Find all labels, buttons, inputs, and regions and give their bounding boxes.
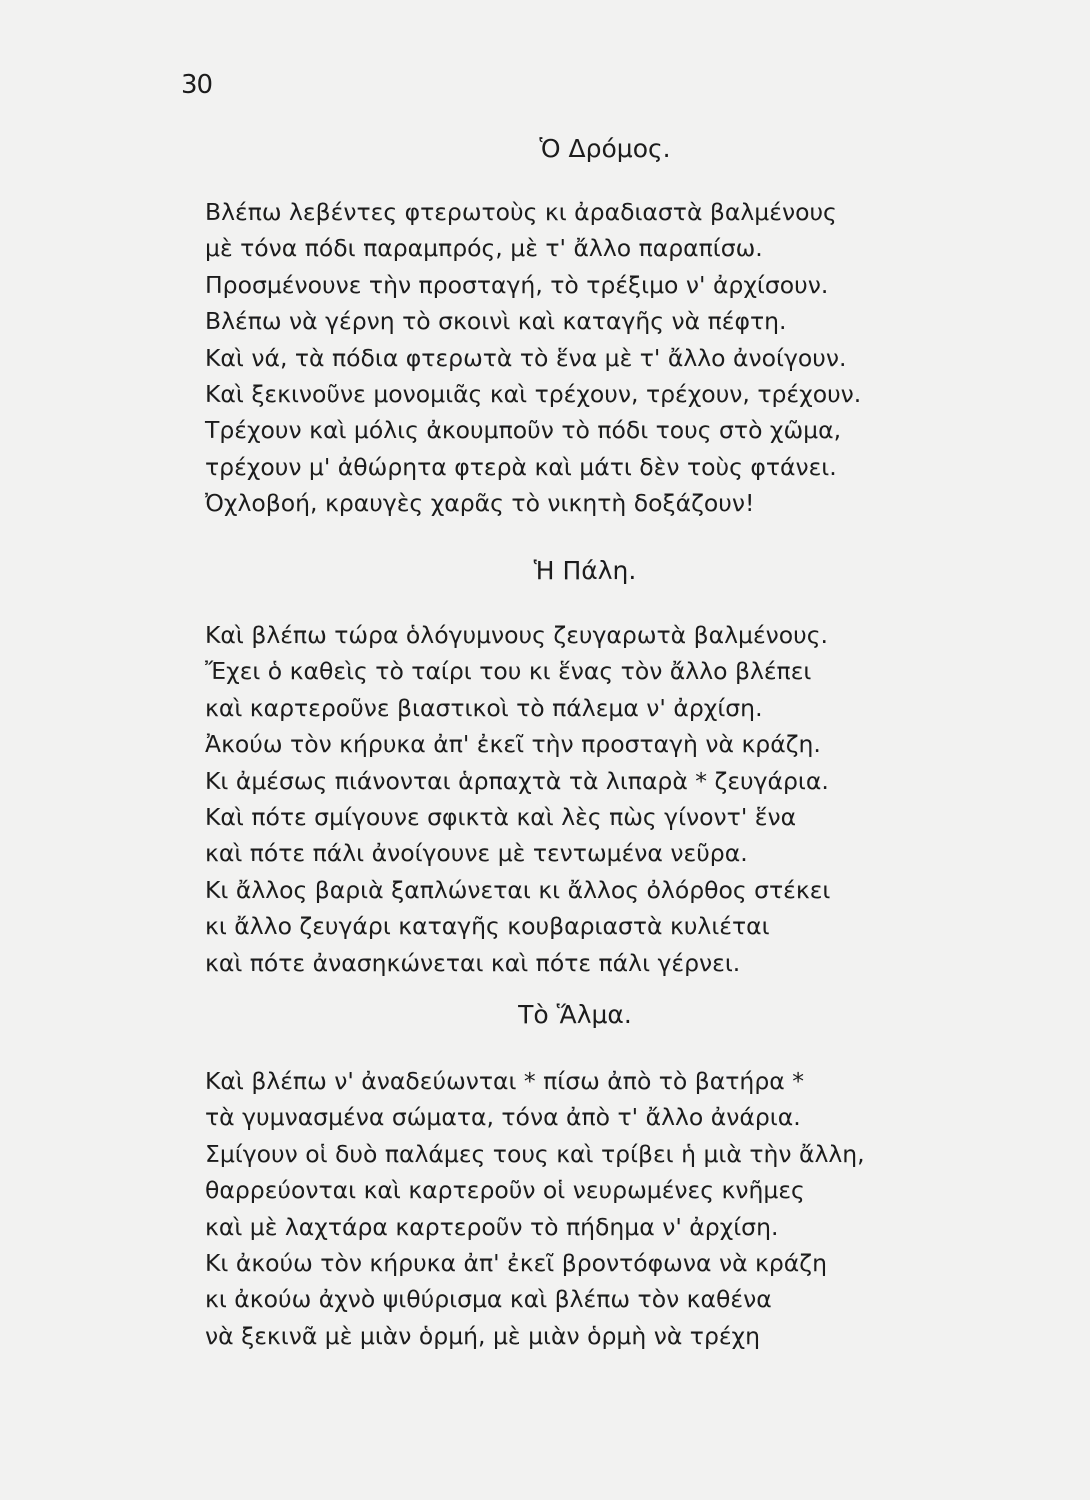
- verse-line: Τρέχουν καὶ μόλις ἀκουμποῦν τὸ πόδι τους στὸ χῶμα,: [205, 416, 842, 445]
- verse-line: Καὶ νά, τὰ πόδια φτερωτὰ τὸ ἕνα μὲ τ' ἄλλο ἀνοίγουν.: [205, 343, 847, 372]
- verse-line: Καὶ πότε σμίγουνε σφικτὰ καὶ λὲς πὼς γίνοντ' ἕνα: [205, 802, 797, 831]
- verse-line: Βλέπω λεβέντες φτερωτοὺς κι ἀραδιαστὰ βαλμένους: [205, 198, 837, 226]
- verse-line: κι ἀκούω ἀχνὸ ψιθύρισμα καὶ βλέπω τὸν καθένα: [205, 1285, 772, 1314]
- verse-line: τρέχουν μ' ἀθώρητα φτερὰ καὶ μάτι δὲν τοὺς φτάνει.: [205, 452, 837, 481]
- verse-line: τὰ γυμνασμένα σώματα, τόνα ἀπὸ τ' ἄλλο ἀνάρια.: [205, 1103, 801, 1132]
- verse-line: Σμίγουν οἱ δυὸ παλάμες τους καὶ τρίβει ἡ μιὰ τὴν ἄλλη,: [205, 1139, 865, 1168]
- verse-line: Προσμένουνε τὴν προσταγή, τὸ τρέξιμο ν' ἀρχίσουν.: [205, 270, 829, 299]
- verse-line: Ἔχει ὁ καθεὶς τὸ ταίρι του κι ἕνας τὸν ἄλλο βλέπει: [205, 657, 812, 686]
- verse-line: Ἀκούω τὸν κήρυκα ἀπ' ἐκεῖ τὴν προσταγὴ νὰ κράζη.: [205, 730, 821, 759]
- verse-line: θαρρεύονται καὶ καρτεροῦν οἱ νευρωμένες κνῆμες: [205, 1176, 805, 1205]
- verse-line: καὶ καρτεροῦνε βιαστικοὶ τὸ πάλεμα ν' ἀρχίση.: [205, 693, 763, 722]
- verse-line: κι ἄλλο ζευγάρι καταγῆς κουβαριαστὰ κυλιέται: [205, 912, 770, 941]
- section-title-pali: Ἡ Πάλη.: [533, 556, 637, 585]
- verse-line: νὰ ξεκινᾶ μὲ μιὰν ὁρμή, μὲ μιὰν ὁρμὴ νὰ τρέχη: [205, 1321, 761, 1350]
- verse-line: Καὶ ξεκινοῦνε μονομιᾶς καὶ τρέχουν, τρέχουν, τρέχουν.: [205, 379, 862, 408]
- verse-line: Ὀχλοβοή, κραυγὲς χαρᾶς τὸ νικητὴ δοξάζουν!: [205, 489, 755, 518]
- verse-line: Καὶ βλέπω ν' ἀναδεύωνται * πίσω ἀπὸ τὸ βατήρα *: [205, 1067, 804, 1095]
- verse-line: Βλέπω νὰ γέρνη τὸ σκοινὶ καὶ καταγῆς νὰ πέφτη.: [205, 307, 787, 336]
- verse-line: Καὶ βλέπω τώρα ὁλόγυμνους ζευγαρωτὰ βαλμένους.: [205, 621, 829, 649]
- section-title-alma: Τὸ Ἅλμα.: [518, 1000, 632, 1029]
- verse-line: Κι ἀκούω τὸν κήρυκα ἀπ' ἐκεῖ βροντόφωνα νὰ κράζη: [205, 1248, 827, 1277]
- verse-line: καὶ πότε πάλι ἀνοίγουνε μὲ τεντωμένα νεῦρα.: [205, 839, 748, 868]
- section-title-dromos: Ὁ Δρόμος.: [539, 134, 671, 163]
- verse-line: καὶ πότε ἀνασηκώνεται καὶ πότε πάλι γέρνει.: [205, 948, 741, 977]
- verse-line: μὲ τόνα πόδι παραμπρός, μὲ τ' ἄλλο παραπίσω.: [205, 234, 763, 263]
- verse-block-alma: [205, 1063, 865, 1354]
- page-number: 30: [181, 70, 213, 100]
- verse-line: Κι ἀμέσως πιάνονται ἁρπαχτὰ τὰ λιπαρὰ * ζευγάρια.: [205, 766, 829, 795]
- verse-line: καὶ μὲ λαχτάρα καρτεροῦν τὸ πήδημα ν' ἀρχίση.: [205, 1212, 779, 1241]
- verse-block-dromos: [205, 194, 861, 522]
- verse-line: Κι ἄλλος βαριὰ ξαπλώνεται κι ἄλλος ὀλόρθος στέκει: [205, 875, 831, 904]
- verse-block-pali: [205, 617, 830, 981]
